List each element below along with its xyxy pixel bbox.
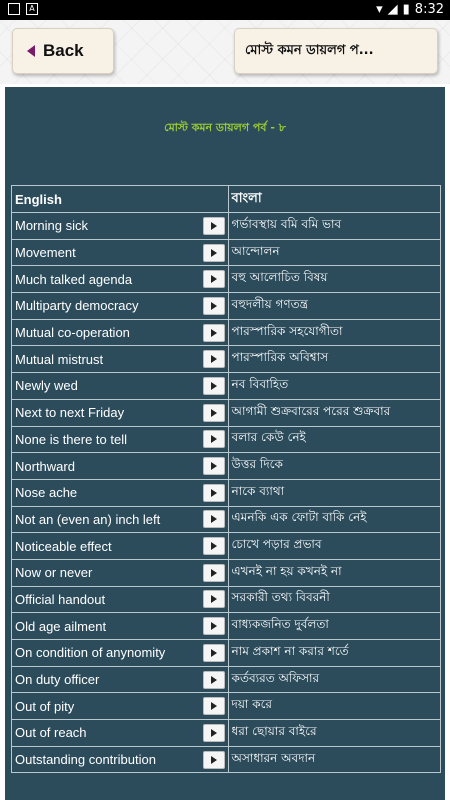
bangla-meaning: বহু আলোচিত বিষয় xyxy=(231,270,328,285)
table-row xyxy=(12,453,441,480)
phrase-table xyxy=(11,185,441,773)
play-audio-button[interactable] xyxy=(203,617,225,635)
status-time: 8:32 xyxy=(414,2,444,17)
bangla-cell xyxy=(228,346,440,373)
table-row xyxy=(12,746,441,773)
bangla-cell xyxy=(228,293,440,320)
play-audio-button[interactable] xyxy=(203,430,225,448)
back-button[interactable] xyxy=(12,28,114,74)
table-row xyxy=(12,586,441,613)
english-cell xyxy=(12,720,229,747)
table-row xyxy=(12,640,441,667)
table-header-row xyxy=(12,186,441,213)
column-header-english: English xyxy=(12,186,229,213)
bangla-meaning: বহুদলীয় গণতন্ত্র xyxy=(231,296,308,311)
play-icon xyxy=(211,595,217,603)
english-phrase: Old age ailment xyxy=(15,618,107,634)
play-icon xyxy=(211,649,217,657)
english-phrase: Out of reach xyxy=(15,725,87,741)
bangla-meaning: বলার কেউ নেই xyxy=(231,430,306,445)
table-row xyxy=(12,319,441,346)
english-phrase: Newly wed xyxy=(15,378,78,394)
english-cell xyxy=(12,293,229,320)
bangla-cell xyxy=(228,373,440,400)
bangla-meaning: এমনকি এক ফোটা বাকি নেই xyxy=(231,510,367,525)
table-row xyxy=(12,346,441,373)
english-cell xyxy=(12,266,229,293)
bangla-cell xyxy=(228,586,440,613)
bangla-cell xyxy=(228,613,440,640)
english-cell xyxy=(12,319,229,346)
play-audio-button[interactable] xyxy=(203,564,225,582)
play-icon xyxy=(211,462,217,470)
title-button-label: মোস্ট কমন ডায়লগ প... xyxy=(245,42,374,58)
bangla-cell xyxy=(228,453,440,480)
image-icon xyxy=(8,3,20,15)
english-phrase: Multiparty democracy xyxy=(15,298,139,314)
bangla-cell xyxy=(228,666,440,693)
table-row xyxy=(12,426,441,453)
play-icon xyxy=(211,489,217,497)
play-icon xyxy=(211,622,217,630)
english-cell xyxy=(12,346,229,373)
play-icon xyxy=(211,729,217,737)
table-row xyxy=(12,533,441,560)
english-cell xyxy=(12,506,229,533)
play-icon xyxy=(211,275,217,283)
english-phrase: Northward xyxy=(15,458,75,474)
bangla-meaning: দয়া করে xyxy=(231,697,273,712)
play-audio-button[interactable] xyxy=(203,297,225,315)
english-cell xyxy=(12,640,229,667)
table-row xyxy=(12,266,441,293)
english-cell xyxy=(12,613,229,640)
play-icon xyxy=(211,702,217,710)
bangla-cell xyxy=(228,746,440,773)
english-phrase: On duty officer xyxy=(15,672,100,688)
play-audio-button[interactable] xyxy=(203,590,225,608)
play-icon xyxy=(211,756,217,764)
back-arrow-icon xyxy=(27,45,35,57)
play-icon xyxy=(211,542,217,550)
bangla-cell xyxy=(228,533,440,560)
play-audio-button[interactable] xyxy=(203,537,225,555)
english-cell xyxy=(12,479,229,506)
bangla-meaning: আগামী শুক্রবারের পরের শুক্রবার xyxy=(231,403,391,418)
english-phrase: Outstanding contribution xyxy=(15,752,156,768)
english-cell xyxy=(12,559,229,586)
bangla-meaning: নাম প্রকাশ না করার শর্তে xyxy=(231,643,349,658)
english-phrase: Movement xyxy=(15,245,76,261)
bangla-meaning: সরকারী তথ্য বিবরনী xyxy=(231,590,330,605)
play-audio-button[interactable] xyxy=(203,377,225,395)
play-audio-button[interactable] xyxy=(203,217,225,235)
status-bar xyxy=(0,0,450,20)
bangla-cell xyxy=(228,506,440,533)
play-audio-button[interactable] xyxy=(203,350,225,368)
bangla-meaning: পারস্পারিক অবিশ্বাস xyxy=(231,350,329,365)
table-row xyxy=(12,693,441,720)
play-icon xyxy=(211,302,217,310)
english-phrase: Morning sick xyxy=(15,218,88,234)
play-audio-button[interactable] xyxy=(203,510,225,528)
page-heading: মোস্ট কমন ডায়লগ পর্ব - ৮ xyxy=(164,121,286,134)
english-phrase: Not an (even an) inch left xyxy=(15,511,161,527)
play-icon xyxy=(211,222,217,230)
play-audio-button[interactable] xyxy=(203,457,225,475)
table-row xyxy=(12,399,441,426)
bangla-cell xyxy=(228,319,440,346)
english-phrase: Official handout xyxy=(15,591,106,607)
table-row xyxy=(12,720,441,747)
bangla-meaning: এখনই না হয় কখনই না xyxy=(231,563,342,578)
english-cell xyxy=(12,426,229,453)
english-phrase: On condition of anynomity xyxy=(15,645,166,661)
bangla-cell xyxy=(228,559,440,586)
english-cell xyxy=(12,399,229,426)
play-icon xyxy=(211,355,217,363)
english-phrase: Mutual co-operation xyxy=(15,325,130,341)
play-audio-button[interactable] xyxy=(203,270,225,288)
table-row xyxy=(12,506,441,533)
a-icon: A xyxy=(26,3,38,15)
bangla-meaning: চোখে পড়ার প্রভাব xyxy=(231,537,322,552)
play-icon xyxy=(211,569,217,577)
english-phrase: Much talked agenda xyxy=(15,271,133,287)
play-audio-button[interactable] xyxy=(203,644,225,662)
play-audio-button[interactable] xyxy=(203,724,225,742)
bangla-meaning: উত্তর দিকে xyxy=(231,457,283,472)
play-audio-button[interactable] xyxy=(203,324,225,342)
english-phrase: Nose ache xyxy=(15,485,78,501)
bangla-cell xyxy=(228,426,440,453)
play-icon xyxy=(211,409,217,417)
play-icon xyxy=(211,676,217,684)
english-phrase: None is there to tell xyxy=(15,431,128,447)
bangla-cell xyxy=(228,693,440,720)
english-cell xyxy=(12,666,229,693)
table-row xyxy=(12,293,441,320)
table-row xyxy=(12,666,441,693)
bangla-meaning: গর্ভাবস্থায় বমি বমি ভাব xyxy=(231,216,342,231)
english-cell xyxy=(12,586,229,613)
play-icon xyxy=(211,515,217,523)
english-cell xyxy=(12,746,229,773)
english-phrase: Mutual mistrust xyxy=(15,351,104,367)
play-audio-button[interactable] xyxy=(203,751,225,769)
english-phrase: Next to next Friday xyxy=(15,405,125,421)
bangla-meaning: নাকে ব্যাথা xyxy=(231,483,285,498)
english-cell xyxy=(12,533,229,560)
english-cell xyxy=(12,453,229,480)
play-icon xyxy=(211,329,217,337)
table-row xyxy=(12,479,441,506)
play-audio-button[interactable] xyxy=(203,244,225,262)
bangla-cell xyxy=(228,239,440,266)
play-audio-button[interactable] xyxy=(203,671,225,689)
bangla-meaning: ধরা ছোয়ার বাইরে xyxy=(231,723,317,738)
play-audio-button[interactable] xyxy=(203,484,225,502)
top-bar xyxy=(0,20,450,84)
bangla-meaning: বাধ্যকজনিত দুর্বলতা xyxy=(231,617,329,632)
bangla-meaning: কর্তব্যরত অফিসার xyxy=(231,670,320,685)
bangla-meaning: নব বিবাহিত xyxy=(231,376,289,391)
english-phrase: Out of pity xyxy=(15,698,75,714)
table-row xyxy=(12,613,441,640)
battery-icon: ▮ xyxy=(402,2,410,17)
bangla-cell xyxy=(228,266,440,293)
bangla-cell xyxy=(228,640,440,667)
bangla-cell xyxy=(228,213,440,240)
column-header-bangla: বাংলা xyxy=(228,186,440,213)
back-button-label: Back xyxy=(43,41,84,60)
english-cell xyxy=(12,693,229,720)
signal-icon: ◢ xyxy=(387,2,398,17)
english-phrase: Now or never xyxy=(15,565,93,581)
english-cell xyxy=(12,213,229,240)
play-audio-button[interactable] xyxy=(203,404,225,422)
play-icon xyxy=(211,249,217,257)
table-row xyxy=(12,239,441,266)
english-cell xyxy=(12,373,229,400)
table-row xyxy=(12,559,441,586)
table-row xyxy=(12,213,441,240)
play-audio-button[interactable] xyxy=(203,697,225,715)
english-cell xyxy=(12,239,229,266)
bangla-cell xyxy=(228,720,440,747)
bangla-meaning: অসাধারন অবদান xyxy=(231,750,316,765)
title-button[interactable] xyxy=(234,28,438,74)
wifi-icon: ▾ xyxy=(376,2,383,17)
english-phrase: Noticeable effect xyxy=(15,538,112,554)
play-icon xyxy=(211,435,217,443)
bangla-meaning: আন্দোলন xyxy=(231,243,280,258)
play-icon xyxy=(211,382,217,390)
bangla-cell xyxy=(228,399,440,426)
content-panel xyxy=(5,87,445,800)
table-row xyxy=(12,373,441,400)
bangla-meaning: পারস্পারিক সহযোগীতা xyxy=(231,323,343,338)
bangla-cell xyxy=(228,479,440,506)
